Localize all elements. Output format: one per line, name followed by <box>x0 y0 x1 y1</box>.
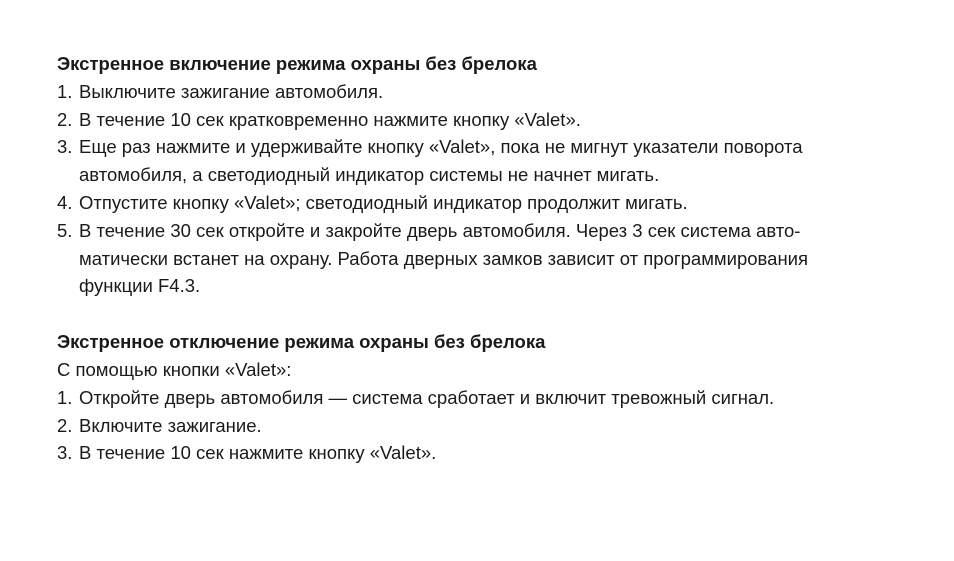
section-title: Экстренное включение режима охраны без брелока <box>57 53 537 74</box>
list-item <box>57 217 937 300</box>
step-line: Выключите зажигание автомобиля. <box>79 80 384 102</box>
list-item <box>57 384 937 412</box>
step-line: Отпустите кнопку «Valet»; светодиодный индикатор продолжит мигать. <box>79 191 688 213</box>
step-line: Еще раз нажмите и удерживайте кнопку «Valet», пока не мигнут указатели поворота <box>79 136 803 158</box>
section-emergency-disarm <box>57 328 937 467</box>
step-text <box>79 439 937 467</box>
step-text <box>79 189 937 217</box>
step-text <box>79 217 937 300</box>
step-line: матически встанет на охрану. Работа дверных замков зависит от программирования <box>79 247 809 269</box>
step-number: 1. <box>57 386 73 408</box>
list-item <box>57 133 937 189</box>
step-number: 4. <box>57 191 73 213</box>
step-text <box>79 384 937 412</box>
step-number: 3. <box>57 442 73 464</box>
step-text <box>79 133 937 189</box>
step-number: 2. <box>57 108 73 130</box>
list-item <box>57 106 937 134</box>
steps-list <box>57 384 937 467</box>
steps-list <box>57 78 937 300</box>
step-line: функции F4.3. <box>79 275 201 297</box>
step-number: 5. <box>57 219 73 241</box>
list-item <box>57 189 937 217</box>
list-item <box>57 412 937 440</box>
step-line: Включите зажигание. <box>79 414 262 436</box>
step-line: автомобиля, а светодиодный индикатор системы не начнет мигать. <box>79 164 660 186</box>
step-text <box>79 412 937 440</box>
document <box>57 50 937 467</box>
step-number: 3. <box>57 136 73 158</box>
step-line: В течение 10 сек нажмите кнопку «Valet». <box>79 442 437 464</box>
step-line: Откройте дверь автомобиля — система сработает и включит тревожный сигнал. <box>79 386 775 408</box>
section-emergency-arm <box>57 50 937 300</box>
section-title: Экстренное отключение режима охраны без брелока <box>57 331 546 353</box>
section-intro: С помощью кнопки «Valet»: <box>57 358 292 380</box>
list-item <box>57 78 937 106</box>
step-number: 1. <box>57 80 73 102</box>
step-line: В течение 10 сек кратковременно нажмите кнопку «Valet». <box>79 108 581 130</box>
step-text <box>79 78 937 106</box>
step-text <box>79 106 937 134</box>
list-item <box>57 439 937 467</box>
step-line: В течение 30 сек откройте и закройте дверь автомобиля. Через 3 сек система авто- <box>79 219 801 241</box>
step-number: 2. <box>57 414 73 436</box>
